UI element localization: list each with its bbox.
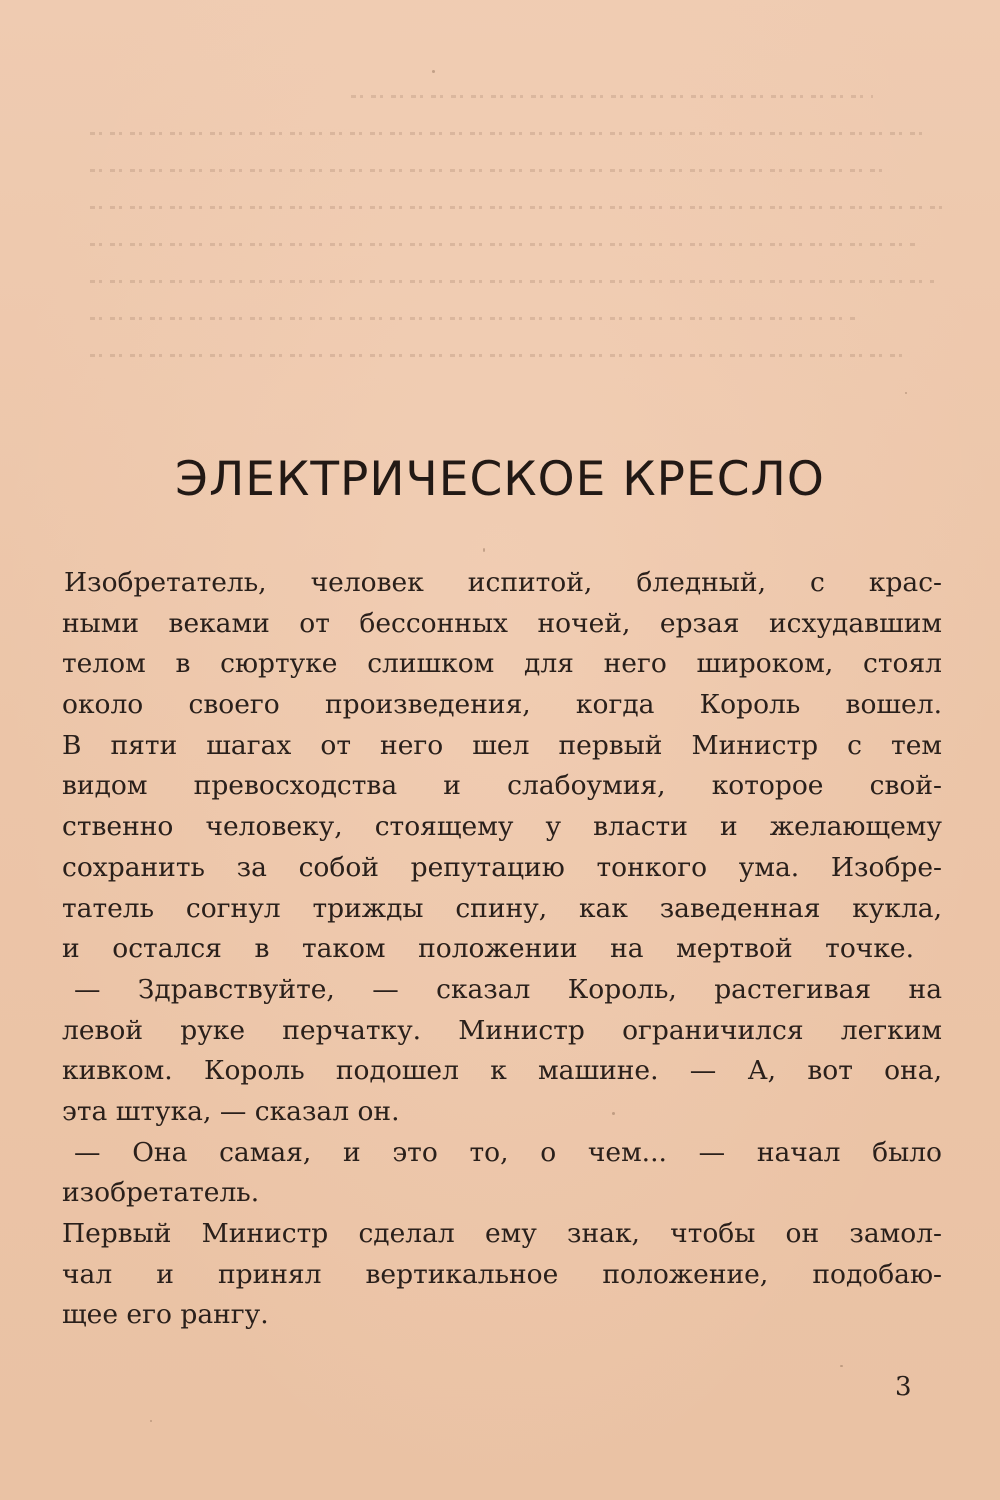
text-line: Первый Министр сделал ему знак, чтобы он замол- (62, 1218, 942, 1249)
page-number: 3 (895, 1372, 912, 1402)
text-line: изобретатель. (62, 1177, 260, 1209)
text-line: татель согнул трижды спину, как заведенная кукла, (62, 892, 942, 924)
paper-speck (905, 392, 907, 394)
paper-speck (432, 70, 435, 73)
text-line: эта штука, — сказал он. (62, 1095, 400, 1127)
paper-speck (840, 1365, 843, 1367)
text-line: и остался в таком положении на мертвой точке. (62, 933, 914, 965)
text-line: щее его рангу. (62, 1299, 269, 1331)
text-line: телом в сюртуке слишком для него широком, стоял (62, 648, 942, 680)
paper-speck (150, 1420, 152, 1422)
text-line: — Она самая, и это то, о чем... — начал было (74, 1136, 942, 1168)
text-line: ными веками от бессонных ночей, ерзая исхудавшим (62, 607, 942, 639)
paper-speck (483, 548, 485, 552)
text-line: ственно человеку, стоящему у власти и желающему (62, 811, 942, 843)
text-line: В пяти шагах от него шел первый Министр с тем (62, 729, 942, 761)
paper-speck (612, 1112, 615, 1115)
text-line: кивком. Король подошел к машине. — А, вот она, (62, 1055, 942, 1087)
text-line: Изобретатель, человек испитой, бледный, с крас- (64, 567, 942, 598)
text-line: около своего произведения, когда Король вошел. (62, 689, 942, 721)
body-text (62, 563, 942, 1336)
text-line: видом превосходства и слабоумия, которое свой- (62, 770, 942, 802)
text-line: сохранить за собой репутацию тонкого ума. Изобре- (62, 851, 942, 883)
chapter-title: ЭЛЕКТРИЧЕСКОЕ КРЕСЛО (175, 452, 825, 507)
text-line: чал и принял вертикальное положение, подобаю- (62, 1258, 942, 1290)
paper-speck (935, 1150, 937, 1152)
show-through-text (90, 95, 960, 405)
text-line: левой руке перчатку. Министр ограничился легким (62, 1014, 942, 1046)
text-line: — Здравствуйте, — сказал Король, растегивая на (74, 973, 942, 1005)
